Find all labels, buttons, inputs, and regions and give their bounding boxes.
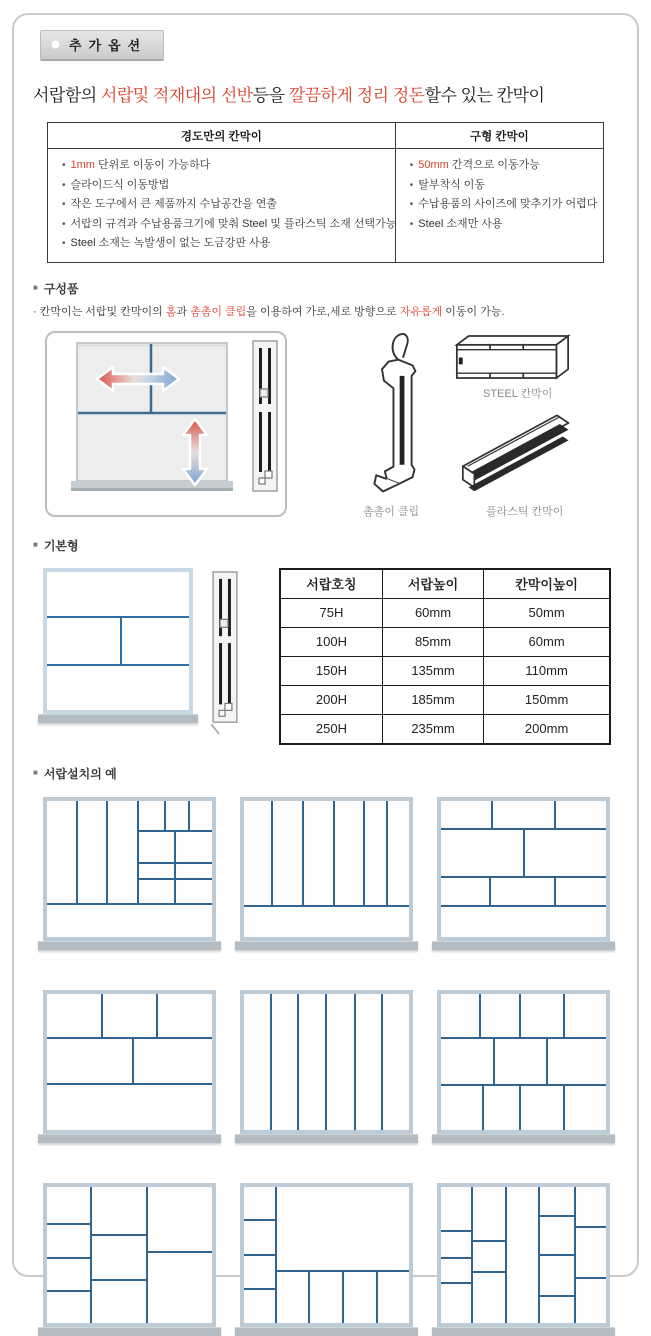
- feature-item: [410, 156, 591, 176]
- section-marker-icon: ■: [33, 283, 38, 293]
- drawer-split: [148, 1187, 212, 1323]
- plastic-partition-icon: [455, 399, 585, 497]
- drawer-example-5: [240, 990, 413, 1143]
- drawer-cell: [244, 1256, 275, 1289]
- feature-list-new: [62, 156, 397, 254]
- drawer-cell: [441, 1187, 471, 1230]
- spec-row: [280, 685, 610, 714]
- drawer-cell: [521, 1086, 562, 1130]
- text-segment: 단위로 이동이 가능하다: [94, 159, 211, 171]
- text-segment: 자유롭게: [399, 305, 443, 318]
- spec-cell: 60mm: [382, 598, 483, 627]
- drawer-split: [139, 801, 212, 903]
- drawer-split: [244, 994, 409, 1130]
- section-basic-title: 기본형: [43, 538, 79, 553]
- drawer-split: [441, 1187, 606, 1323]
- drawer-split: [441, 830, 606, 876]
- spec-cell: 85mm: [382, 627, 483, 656]
- text-segment: 서랍및 적재대의 선반: [100, 86, 253, 105]
- drawer-cell: [565, 1086, 606, 1130]
- drawer-cell: [378, 1272, 410, 1323]
- text-segment: 서랍의 규격과 수납용품크기에 맞춰 Steel 및 플라스틱 소재 선택가능: [70, 217, 397, 230]
- comparison-header-old: 구형 칸막이: [395, 123, 603, 149]
- drawer-cell: [176, 832, 212, 863]
- drawer-split: [47, 994, 212, 1038]
- bullet-icon: •: [409, 160, 414, 171]
- spec-row: [280, 598, 610, 627]
- bullet-icon: •: [62, 179, 66, 191]
- text-segment: 홈: [165, 305, 177, 318]
- drawer-split: [277, 1272, 409, 1323]
- spec-row: [280, 656, 610, 685]
- spec-row: [280, 714, 610, 744]
- spec-cell: 75H: [280, 598, 382, 627]
- comparison-cell-old: [395, 149, 603, 263]
- spec-cell: 135mm: [382, 656, 483, 685]
- drawer-cell: [103, 994, 157, 1038]
- drawer-cell: [441, 1086, 482, 1130]
- basic-drawer-body: [43, 568, 193, 714]
- drawer-cell: [108, 801, 137, 903]
- spec-cell: 60mm: [484, 627, 610, 656]
- section-components: [33, 280, 637, 297]
- drawer-cell: [473, 1273, 505, 1323]
- drawer-split: [244, 1187, 275, 1323]
- drawer-cell: [481, 994, 519, 1038]
- spec-row: [280, 627, 610, 656]
- spec-cell: 185mm: [382, 685, 483, 714]
- drawer-split: [244, 1187, 409, 1323]
- drawer-cell: [441, 801, 491, 828]
- text-segment: · 칸막이는 서랍및 칸막이의: [33, 305, 166, 318]
- drawer-split: [47, 801, 212, 903]
- drawer-base: [235, 1134, 418, 1143]
- section-examples: [33, 765, 637, 782]
- basic-drawer-diagram: [43, 568, 193, 723]
- drawer-cell: [47, 801, 76, 903]
- drawer-cell: [47, 666, 189, 710]
- drawer-cell: [548, 1039, 606, 1084]
- spec-cell: 200H: [280, 685, 382, 714]
- drawer-split: [441, 1086, 606, 1130]
- text-segment: 깔끔하게 정리 정돈: [288, 86, 425, 105]
- drawer-cell: [441, 1259, 471, 1282]
- drawer-example-7: [43, 1183, 216, 1336]
- spec-header-divider-height: 칸막이높이: [484, 569, 610, 599]
- drawer-cell: [441, 994, 479, 1038]
- bullet-icon: •: [409, 218, 414, 230]
- drawer-cell: [493, 801, 555, 828]
- steel-partition-label: STEEL 칸막이: [483, 387, 553, 400]
- components-description: [33, 303, 637, 319]
- drawer-cell: [365, 801, 387, 906]
- steel-partition-icon: [451, 333, 573, 384]
- drawer-split: [47, 618, 189, 664]
- text-segment: Steel 소재만 사용: [418, 217, 503, 230]
- drawer-cell: [176, 864, 212, 877]
- drawer-split: [576, 1187, 606, 1323]
- drawer-split: [441, 1039, 606, 1084]
- drawer-cell: [139, 832, 175, 863]
- drawer-cell: [491, 878, 554, 905]
- spec-cell: 110mm: [484, 656, 610, 685]
- drawer-cell: [576, 1228, 606, 1277]
- text-segment: 탈부착식 이동: [418, 178, 486, 191]
- drawer-cell: [78, 801, 107, 903]
- drawer-split: [244, 801, 409, 937]
- feature-list-old: [409, 156, 598, 234]
- text-segment: 촘촘이 클립: [190, 305, 247, 318]
- drawer-cell: [335, 801, 362, 906]
- drawer-split: [441, 878, 606, 905]
- text-segment: 서랍함의: [33, 86, 101, 105]
- section-basic: [33, 537, 637, 554]
- drawer-split: [277, 1187, 409, 1323]
- drawer-cell: [473, 1242, 505, 1271]
- drawer-cell: [47, 905, 212, 937]
- plastic-partition-label: 플라스틱 칸막이: [486, 505, 564, 518]
- drawer-example-4: [43, 990, 216, 1143]
- drawer-split: [139, 864, 212, 877]
- spec-cell: 150H: [280, 656, 382, 685]
- drawer-cell: [540, 1187, 574, 1216]
- drawer-cell: [540, 1256, 574, 1295]
- drawer-cell: [272, 994, 298, 1130]
- drawer-base: [38, 714, 198, 723]
- drawer-cell: [327, 994, 354, 1130]
- drawer-cell: [310, 1272, 342, 1323]
- text-segment: Steel 소재는 녹발생이 없는 도금강판 사용: [70, 237, 271, 250]
- spec-cell: 200mm: [484, 714, 610, 744]
- feature-item: [62, 215, 397, 235]
- drawer-base: [432, 941, 615, 950]
- comparison-table: [47, 122, 604, 263]
- spec-table-body: [280, 598, 610, 744]
- spec-cell: 50mm: [484, 598, 610, 627]
- text-segment: 등을: [252, 86, 289, 105]
- drawer-split: [441, 801, 606, 828]
- drawer-cell: [134, 1039, 212, 1083]
- drawer-base: [235, 941, 418, 950]
- text-segment: 수납용품의 사이즈에 맞추기가 어렵다: [418, 198, 598, 211]
- basic-row: [43, 568, 637, 745]
- drawer-cell: [244, 1187, 275, 1220]
- drawer-cell: [176, 880, 212, 903]
- drawer-cell: [148, 1253, 212, 1323]
- section-marker-icon: ■: [33, 768, 38, 778]
- bullet-icon: •: [409, 179, 414, 191]
- drawer-cell: [139, 864, 175, 877]
- drawer-split: [47, 1187, 212, 1323]
- drawer-cell: [244, 994, 270, 1130]
- clip-label: 촘촘이 클립: [363, 505, 420, 518]
- text-segment: 작은 도구에서 큰 제품까지 수납공간을 연출: [70, 198, 278, 211]
- section-marker-icon: ■: [33, 540, 38, 550]
- drawer-cell: [244, 1221, 275, 1254]
- drawer-cell: [47, 1085, 212, 1130]
- drawer-split: [139, 801, 212, 830]
- drawer-cell: [190, 801, 212, 830]
- spec-cell: 235mm: [382, 714, 483, 744]
- drawer-cell: [441, 878, 489, 905]
- drawer-cell: [344, 1272, 376, 1323]
- drawer-split: [139, 832, 212, 863]
- feature-item: [62, 234, 383, 254]
- spec-header-name: 서랍호칭: [280, 569, 382, 599]
- divider-strip-icon: [209, 568, 241, 736]
- drawer-cell: [388, 801, 409, 906]
- drawer-split: [441, 994, 606, 1130]
- drawer-cell: [473, 1187, 505, 1240]
- drawer-cell: [139, 801, 165, 830]
- drawer-cell: [556, 801, 606, 828]
- bullet-icon: •: [62, 218, 66, 230]
- feature-item: [410, 215, 591, 235]
- drawer-cell: [441, 1039, 493, 1084]
- spec-cell: 250H: [280, 714, 382, 744]
- drawer-cell: [92, 1187, 145, 1235]
- drawer-base: [235, 1327, 418, 1336]
- drawer-cell: [47, 994, 101, 1038]
- drawer-cell: [299, 994, 325, 1130]
- drawer-cell: [92, 1236, 145, 1278]
- spec-header-drawer-height: 서랍높이: [382, 569, 483, 599]
- drawer-split: [47, 801, 212, 937]
- drawer-cell: [273, 801, 302, 906]
- drawer-arrows-diagram: [47, 333, 281, 511]
- bullet-icon: •: [409, 199, 414, 211]
- feature-item: [62, 176, 383, 196]
- drawer-cell: [244, 907, 409, 936]
- text-segment: 할수 있는 칸막이: [424, 86, 545, 105]
- feature-item: [409, 195, 598, 215]
- clip-icon: [355, 331, 451, 501]
- drawer-cell: [47, 618, 120, 664]
- feature-item: [62, 195, 383, 215]
- drawer-cell: [540, 1297, 574, 1323]
- components-diagram-area: [43, 329, 637, 521]
- drawer-base: [38, 1134, 221, 1143]
- text-segment: 슬라이드식 이동방법: [70, 178, 170, 191]
- drawer-cell: [383, 994, 409, 1130]
- drawer-cell: [484, 1086, 519, 1130]
- drawer-split: [473, 1187, 505, 1323]
- spec-table: [279, 568, 611, 745]
- section-badge: [40, 30, 164, 61]
- drawer-split: [244, 801, 409, 906]
- drawer-cell: [540, 1217, 574, 1253]
- drawer-split: [441, 994, 606, 1038]
- drawer-cell: [47, 1039, 132, 1083]
- drawer-cell: [441, 1232, 471, 1257]
- drawer-split: [47, 801, 137, 903]
- spec-cell: 100H: [280, 627, 382, 656]
- text-segment: 이동이 가능.: [442, 305, 505, 318]
- comparison-header-row: [48, 123, 604, 149]
- feature-item: [62, 156, 383, 176]
- comparison-body-row: [48, 149, 604, 263]
- divider-strip-icon: [253, 341, 277, 491]
- drawer-cell: [576, 1187, 606, 1227]
- badge-label: 추가옵션: [69, 38, 148, 53]
- drawer-example-1: [43, 797, 216, 950]
- drawer-split: [47, 1039, 212, 1083]
- drawer-split: [441, 801, 606, 937]
- drawer-cell: [507, 1187, 537, 1323]
- drawer-cell: [356, 994, 382, 1130]
- drawer-cell: [47, 1225, 90, 1256]
- drawer-cell: [521, 994, 562, 1038]
- drawer-cell: [47, 572, 189, 616]
- examples-grid: [43, 797, 610, 1336]
- drawer-split: [47, 994, 212, 1130]
- drawer-movement-box: [45, 331, 287, 517]
- drawer-split: [47, 1187, 90, 1323]
- drawer-cell: [244, 1290, 275, 1323]
- comparison-header-new: 경도만의 칸막이: [48, 123, 396, 149]
- feature-item: [410, 176, 591, 196]
- section-components-title: 구성품: [43, 281, 79, 296]
- drawer-cell: [441, 830, 523, 876]
- drawer-cell: [47, 1259, 90, 1290]
- drawer-cell: [244, 801, 271, 906]
- drawer-example-2: [240, 797, 413, 950]
- text-segment: 50mm: [418, 159, 449, 171]
- text-segment: 을 이용하여 가로,세로 방향으로: [246, 305, 400, 318]
- drawer-split: [139, 880, 212, 903]
- drawer-cell: [576, 1279, 606, 1323]
- drawer-example-3: [437, 797, 610, 950]
- page-title: [33, 81, 637, 106]
- drawer-cell: [47, 1292, 90, 1323]
- drawer-cell: [277, 1187, 409, 1270]
- text-segment: 과: [176, 305, 191, 318]
- drawer-base: [38, 1327, 221, 1336]
- drawer-base: [432, 1327, 615, 1336]
- drawer-cell: [525, 830, 607, 876]
- drawer-example-8: [240, 1183, 413, 1336]
- bullet-icon: •: [62, 199, 66, 211]
- bullet-icon: •: [62, 238, 66, 250]
- section-examples-title: 서랍설치의 예: [43, 766, 117, 781]
- drawer-cell: [139, 880, 175, 903]
- drawer-split: [441, 1187, 471, 1323]
- drawer-cell: [556, 878, 606, 905]
- spec-cell: 150mm: [484, 685, 610, 714]
- drawer-split: [92, 1187, 145, 1323]
- spec-header-row: [280, 569, 610, 599]
- badge-bullet-icon: [51, 40, 60, 49]
- drawer-example-6: [437, 990, 610, 1143]
- bullet-icon: •: [62, 160, 66, 171]
- drawer-cell: [47, 1187, 90, 1223]
- drawer-cell: [92, 1281, 145, 1323]
- drawer-cell: [158, 994, 212, 1038]
- drawer-cell: [277, 1272, 309, 1323]
- drawer-base: [38, 941, 221, 950]
- drawer-cell: [304, 801, 333, 906]
- drawer-cell: [122, 618, 189, 664]
- drawer-cell: [166, 801, 188, 830]
- drawer-cell: [565, 994, 606, 1038]
- drawer-split: [540, 1187, 574, 1323]
- text-segment: 간격으로 이동가능: [448, 159, 540, 171]
- drawer-example-9: [437, 1183, 610, 1336]
- comparison-cell-new: [48, 149, 396, 263]
- drawer-base: [432, 1134, 615, 1143]
- drawer-cell: [441, 907, 606, 937]
- drawer-split: [47, 572, 189, 710]
- text-segment: 1mm: [70, 159, 95, 171]
- drawer-cell: [441, 1284, 471, 1323]
- drawer-cell: [148, 1187, 212, 1251]
- drawer-cell: [495, 1039, 547, 1084]
